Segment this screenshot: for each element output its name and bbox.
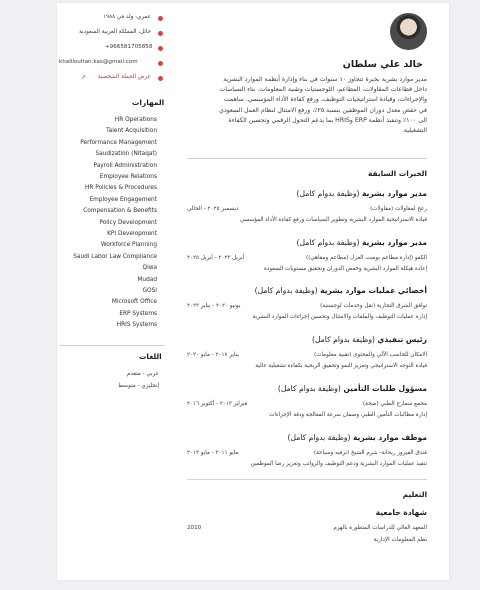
skill-item: Policy Development bbox=[99, 219, 157, 226]
education-degree: شهادة جامعية bbox=[375, 508, 427, 517]
experience-divider bbox=[187, 479, 427, 480]
globe-icon bbox=[158, 76, 163, 81]
skill-item: Saudi Labor Law Compliance bbox=[73, 253, 157, 260]
skill-item: HR Policies & Procedures bbox=[84, 185, 157, 192]
job-type: (وظيفة بدوام كامل) bbox=[277, 383, 341, 393]
contact-birth: عمري، ولد في ١٩٨٨ bbox=[103, 14, 151, 20]
language-item: إنجليزي - متوسط bbox=[118, 383, 159, 389]
job-company: فندق الفيروز ريحانة- شرم الشيخ (ترفيه وسياحة) bbox=[313, 449, 427, 456]
skills-heading: المهارات bbox=[132, 98, 165, 107]
contact-location: حائل، المملكة العربية السعودية bbox=[79, 29, 151, 35]
language-item: عربي - متقدم bbox=[126, 371, 159, 377]
skill-item: Talent Acquisition bbox=[106, 128, 157, 135]
job-description: قيادة التوجه الاستراتيجي وتعزيز النمو وتحقيق الربحية بكفاءة تشغيلية عالية bbox=[255, 363, 427, 370]
skill-item: Compensation & Benefits bbox=[83, 208, 157, 215]
job-title-text: رئيس تنفيذي bbox=[377, 335, 427, 345]
job-description: تنفيذ عمليات الموارد البشرية ودعم التوظيف والرواتب وتعزيز رضا الموظفين bbox=[250, 460, 427, 467]
skills-divider bbox=[59, 345, 165, 346]
job-title bbox=[297, 238, 427, 247]
skill-item: Workforce Planning bbox=[100, 242, 157, 249]
skill-item: Saudization (Nitaqat) bbox=[95, 151, 157, 158]
birth-icon bbox=[158, 16, 163, 21]
skill-item: Payroll Administration bbox=[93, 162, 157, 169]
job-type: (وظيفة بدوام كامل) bbox=[312, 335, 375, 345]
phone-icon bbox=[158, 46, 163, 51]
job-description: قيادة الاستراتيجية الموارد البشرية وتطوير السياسات ورفع كفاءة الأداء المؤسسي bbox=[239, 217, 427, 223]
resume-page bbox=[57, 3, 449, 580]
skill-item: HR Operations bbox=[114, 117, 157, 123]
languages-heading: اللغات bbox=[139, 352, 162, 361]
job-type: (وظيفة بدوام كامل) bbox=[296, 237, 360, 247]
skill-item: ERP Systems bbox=[119, 310, 157, 317]
education-heading: التعليم bbox=[402, 490, 427, 499]
job-company: مجمع سمارج الطبي (صحة) bbox=[362, 400, 427, 407]
job-title bbox=[312, 335, 427, 344]
job-dates: يونيو ٢٠٢٠ - يناير ٢٠٢٣ bbox=[187, 303, 241, 310]
job-type: (وظيفة بدوام كامل) bbox=[296, 189, 360, 198]
profile-photo bbox=[390, 13, 427, 50]
job-title bbox=[278, 384, 427, 393]
skill-item: Microsoft Office bbox=[111, 299, 157, 306]
job-dates: مايو ٢٠١١ - مايو ٢٠١٢ bbox=[187, 449, 239, 456]
summary-divider bbox=[187, 158, 427, 159]
job-description: إعادة هيكلة الموارد البشرية وخفض الدوران وتحقيق مستويات السعودة bbox=[263, 265, 427, 272]
job-dates: ديسمبر ٢٠٢٥ - الحالي bbox=[187, 206, 239, 212]
job-dates: أبريل ٢٠٢٣ - أبريل ٢٠٢٥ bbox=[187, 254, 245, 261]
job-title bbox=[255, 286, 427, 295]
skill-item: Employee Relations bbox=[99, 174, 157, 180]
skill-item: KPI Development bbox=[107, 231, 157, 237]
contact-phone: +966581705858 bbox=[105, 44, 153, 50]
job-title-text: مدير موارد بشرية bbox=[361, 237, 427, 247]
job-dates: يناير ٢٠١٧ - مايو ٢٠٢٠ bbox=[187, 352, 239, 359]
job-title-text: مسؤول طلبات التأمين bbox=[343, 383, 427, 393]
job-title-text: موظف موارد بشرية bbox=[352, 432, 427, 442]
job-company: توافق الشرق التجارية (نقل وخدمات لوجستية) bbox=[320, 303, 427, 310]
education-field: نظم المعلومات الإدارية bbox=[373, 537, 427, 543]
contact-link[interactable]: عرض الحملة الشخصية bbox=[97, 74, 151, 80]
skill-item: Performance Management bbox=[80, 139, 157, 146]
location-icon bbox=[158, 31, 163, 36]
skill-item: HRIS Systems bbox=[116, 322, 157, 329]
job-company: رعج لمقاولات (مقاولات) bbox=[370, 206, 427, 212]
education-school: المعهد العالي للدراسات المتطورة بالهرم bbox=[333, 525, 427, 531]
skill-item: Mudad bbox=[137, 276, 157, 283]
external-link-icon: ↗ bbox=[81, 74, 87, 81]
job-type: (وظيفة بدوام كامل) bbox=[254, 286, 318, 296]
job-company: الكفو (إدارة مطاعم بوست الغزل (مطاعم ومقاهي)) bbox=[306, 254, 427, 261]
job-description: إدارة عمليات التوظيف والملفات والامتثال وتحسين إجراءات الموارد البشرية bbox=[252, 314, 427, 321]
job-title-text: أخصائي عمليات موارد بشرية bbox=[320, 286, 427, 296]
job-title-text: مدير موارد بشرية bbox=[361, 189, 427, 198]
job-type: (وظيفة بدوام كامل) bbox=[287, 432, 351, 442]
email-icon bbox=[158, 61, 163, 66]
education-year: 2010 bbox=[187, 525, 202, 531]
profile-summary: مدير موارد بشرية بخبرة تتجاوز ١٠ سنوات في بناء وإدارة أنظمة الموارد البشرية داخل قطاعات المقاولات، المطاعم، اللوجستيات وتقنية المعلومات. بناء السياسات والإجراءات، وقيادة استراتيجيات التوظيف، ورفع كفاءة الأداء المؤسسي. ساهمت في خفض معدل دوران الموظفين بنسبة ٢٥٪، ورفع الامتثال لنظام العمل السعودي الى ١٠٠٪ وتنفيذ أنظمة ERP وHRIS بما يدعم التحول الرقمي وتحسين الكفاءة التشغيلية. bbox=[219, 76, 427, 135]
skill-item: Employee Engagement bbox=[89, 196, 157, 203]
contact-email[interactable]: khaliloultan.kas@gmail.com bbox=[59, 59, 138, 65]
job-dates: فبراير ٢٠١٣ - أكتوبر ٢٠١٦ bbox=[187, 400, 248, 407]
skill-item: GOSI bbox=[142, 288, 157, 294]
candidate-name: خالد علي سلطان bbox=[342, 59, 423, 70]
job-description: إدارة مطالبات التأمين الطبي وضمان سرعة المعالجة ودقة الإجراءات bbox=[269, 411, 427, 418]
job-company: الامكان للحاسب الآلي والمحتوى (تقنية معلومات) bbox=[314, 352, 427, 359]
experience-heading: الخبرات السابقة bbox=[368, 169, 427, 178]
job-title bbox=[288, 433, 427, 442]
skill-item: Qiwa bbox=[142, 265, 157, 272]
job-title bbox=[297, 189, 427, 198]
